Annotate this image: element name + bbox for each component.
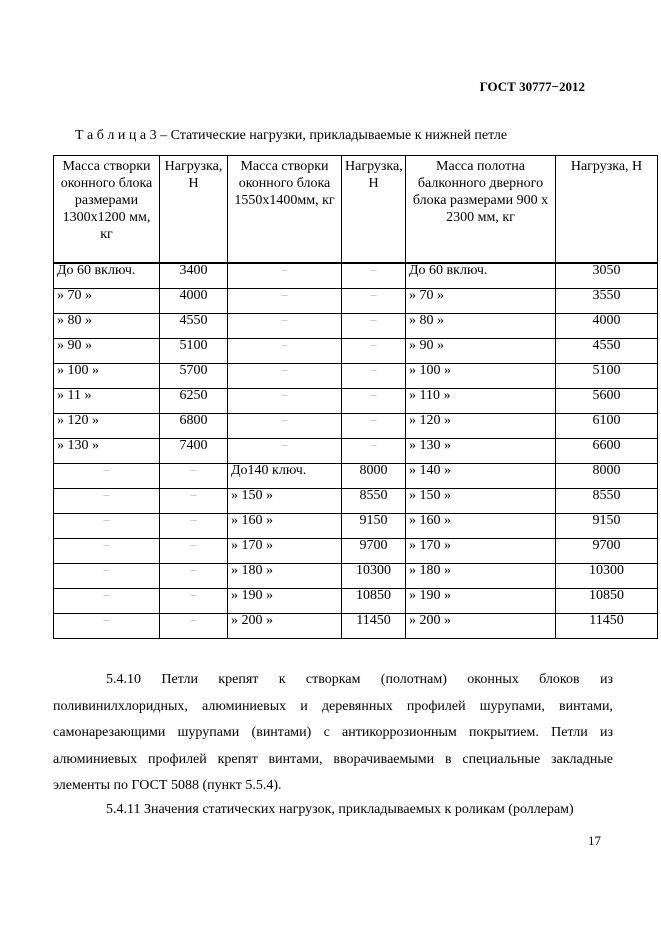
cell-load-1: — (160, 614, 228, 639)
header-mass-window-1550: Масса створки оконного блока 1550x1400мм, кг (228, 156, 342, 264)
cell-load-3: 5100 (556, 364, 658, 389)
cell-mass-door: » 70 » (406, 289, 556, 314)
cell-mass-door: » 110 » (406, 389, 556, 414)
table-row (54, 539, 658, 564)
cell-load-1: 3400 (160, 263, 228, 289)
cell-load-2: 9150 (342, 514, 406, 539)
cell-mass-1300: — (54, 464, 160, 489)
cell-load-3: 9150 (556, 514, 658, 539)
cell-mass-1550: » 180 » (228, 564, 342, 589)
cell-mass-1550: » 170 » (228, 539, 342, 564)
cell-mass-1300: — (54, 564, 160, 589)
cell-mass-1300: — (54, 539, 160, 564)
cell-load-3: 3550 (556, 289, 658, 314)
cell-mass-door: » 90 » (406, 339, 556, 364)
cell-load-2: 10300 (342, 564, 406, 589)
cell-load-3: 3050 (556, 263, 658, 289)
cell-load-1: 4550 (160, 314, 228, 339)
cell-mass-1550: — (228, 289, 342, 314)
cell-mass-1550: — (228, 339, 342, 364)
cell-load-1: — (160, 514, 228, 539)
cell-mass-1300: — (54, 614, 160, 639)
table-body (54, 263, 658, 639)
cell-load-3: 4000 (556, 314, 658, 339)
cell-load-2: — (342, 439, 406, 464)
cell-load-2: — (342, 314, 406, 339)
cell-load-1: 6250 (160, 389, 228, 414)
cell-mass-1300: — (54, 489, 160, 514)
table-row (54, 464, 658, 489)
table-row (54, 389, 658, 414)
cell-mass-1300: » 70 » (54, 289, 160, 314)
cell-load-1: 5700 (160, 364, 228, 389)
cell-mass-1550: » 190 » (228, 589, 342, 614)
cell-mass-door: » 190 » (406, 589, 556, 614)
paragraph-5-4-10: 5.4.10 Петли крепят к створкам (полотнам) оконных блоков из поливинилхлоридных, алюминиевых и деревянных профилей шурупами, винтами, самонарезающими шурупами (винтами) с антикоррозионным покрытием. Петли из алюминиевых профилей крепят винтами, вворачиваемыми в специальные закладные элементы по ГОСТ 5088 (пункт 5.5.4). (53, 672, 613, 793)
cell-load-1: — (160, 589, 228, 614)
cell-mass-1300: » 90 » (54, 339, 160, 364)
table-row (54, 289, 658, 314)
cell-mass-1300: » 11 » (54, 389, 160, 414)
cell-mass-1550: — (228, 414, 342, 439)
cell-mass-1550: » 200 » (228, 614, 342, 639)
cell-load-2: 8000 (342, 464, 406, 489)
table-row (54, 364, 658, 389)
cell-load-2: — (342, 389, 406, 414)
header-mass-balcony-door: Масса полотна балконного дверного блока размерами 900 х 2300 мм, кг (406, 156, 556, 264)
cell-load-1: 5100 (160, 339, 228, 364)
cell-mass-door: » 80 » (406, 314, 556, 339)
cell-load-2: 10850 (342, 589, 406, 614)
cell-load-3: 10300 (556, 564, 658, 589)
cell-mass-door: » 150 » (406, 489, 556, 514)
cell-load-2: — (342, 364, 406, 389)
cell-mass-1300: » 130 » (54, 439, 160, 464)
cell-mass-1300: — (54, 589, 160, 614)
table-row (54, 614, 658, 639)
cell-load-2: 8550 (342, 489, 406, 514)
cell-load-3: 9700 (556, 539, 658, 564)
header-load-1: Нагрузка, Н (160, 156, 228, 264)
cell-load-3: 10850 (556, 589, 658, 614)
table-row (54, 439, 658, 464)
cell-mass-door: » 100 » (406, 364, 556, 389)
cell-load-1: 7400 (160, 439, 228, 464)
cell-load-3: 11450 (556, 614, 658, 639)
cell-mass-1550: — (228, 314, 342, 339)
cell-load-3: 8000 (556, 464, 658, 489)
cell-mass-door: » 180 » (406, 564, 556, 589)
table-row (54, 263, 658, 289)
cell-load-1: — (160, 564, 228, 589)
cell-mass-1300: » 100 » (54, 364, 160, 389)
cell-mass-1550: » 150 » (228, 489, 342, 514)
cell-load-3: 6600 (556, 439, 658, 464)
cell-load-3: 4550 (556, 339, 658, 364)
document-code: ГОСТ 30777−2012 (479, 79, 585, 94)
table-header-row (54, 156, 658, 264)
table-row (54, 314, 658, 339)
cell-mass-door: » 120 » (406, 414, 556, 439)
cell-mass-1300: До 60 включ. (54, 263, 160, 289)
cell-mass-door: » 170 » (406, 539, 556, 564)
cell-mass-1550: — (228, 439, 342, 464)
cell-mass-1300: — (54, 514, 160, 539)
cell-mass-door: До 60 включ. (406, 263, 556, 289)
cell-load-2: — (342, 414, 406, 439)
cell-mass-1550: » 160 » (228, 514, 342, 539)
paragraph-5-4-11: 5.4.11 Значения статических нагрузок, прикладываемых к роликам (роллерам) (106, 802, 574, 817)
cell-load-3: 8550 (556, 489, 658, 514)
table-row (54, 589, 658, 614)
cell-load-1: — (160, 539, 228, 564)
cell-load-2: 9700 (342, 539, 406, 564)
cell-load-1: 4000 (160, 289, 228, 314)
table-row (54, 489, 658, 514)
cell-mass-door: » 160 » (406, 514, 556, 539)
page-number: 17 (588, 833, 601, 848)
cell-mass-1300: » 120 » (54, 414, 160, 439)
table-row (54, 414, 658, 439)
cell-mass-1550: — (228, 389, 342, 414)
header-load-2: Нагрузка, Н (342, 156, 406, 264)
cell-mass-1550: — (228, 364, 342, 389)
header-mass-window-1300: Масса створки оконного блока размерами 1300x1200 мм, кг (54, 156, 160, 264)
cell-load-3: 6100 (556, 414, 658, 439)
cell-load-2: 11450 (342, 614, 406, 639)
cell-load-1: — (160, 464, 228, 489)
cell-load-1: 6800 (160, 414, 228, 439)
cell-load-2: — (342, 263, 406, 289)
cell-mass-door: » 200 » (406, 614, 556, 639)
header-load-3: Нагрузка, Н (556, 156, 658, 264)
cell-load-3: 5600 (556, 389, 658, 414)
cell-load-2: — (342, 339, 406, 364)
table-row (54, 564, 658, 589)
cell-mass-1550: — (228, 263, 342, 289)
cell-mass-1550: До140 ключ. (228, 464, 342, 489)
cell-load-2: — (342, 289, 406, 314)
static-loads-table (53, 155, 658, 639)
cell-mass-1300: » 80 » (54, 314, 160, 339)
table-row (54, 514, 658, 539)
table-title: Т а б л и ц а 3 – Статические нагрузки, прикладываемые к нижней петле (75, 128, 508, 143)
cell-mass-door: » 130 » (406, 439, 556, 464)
table-row (54, 339, 658, 364)
cell-load-1: — (160, 489, 228, 514)
cell-mass-door: » 140 » (406, 464, 556, 489)
